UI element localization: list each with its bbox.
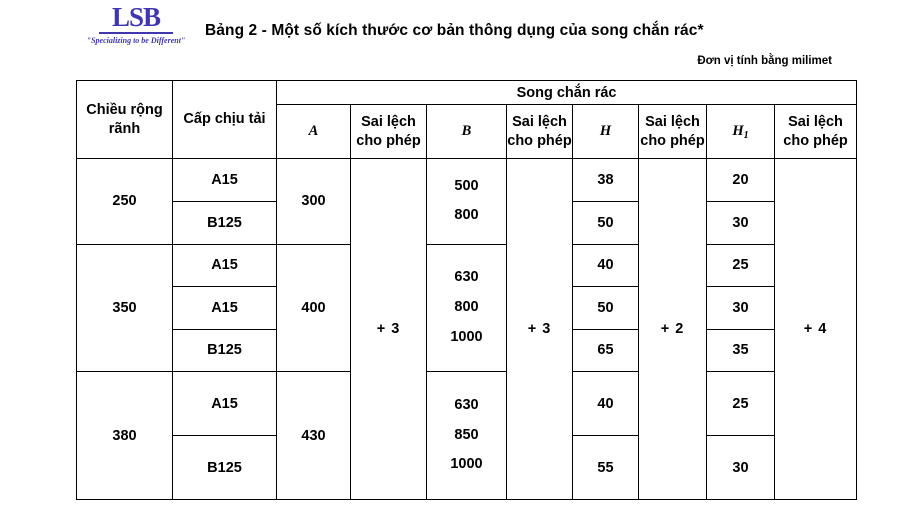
header-dim-h1 [707, 105, 775, 159]
cell-h1-g1-r2: 30 [707, 201, 775, 244]
header-dim-h1-subscript: 1 [743, 130, 749, 142]
header-tolerance-a: Sai lệch cho phép [351, 105, 427, 159]
header-tolerance-h1: Sai lệch cho phép [775, 105, 857, 159]
cell-h-g2-r1: 40 [573, 244, 639, 287]
header-tolerance-h: Sai lệch cho phép [639, 105, 707, 159]
cell-h-g2-r2: 50 [573, 287, 639, 330]
cell-load-class-g1-r2: B125 [173, 201, 277, 244]
header-tolerance-b: Sai lệch cho phép [507, 105, 573, 159]
logo-tagline: "Specializing to be Different" [86, 36, 186, 45]
cell-load-class-g3-r1: A15 [173, 372, 277, 436]
cell-h1-g3-r1: 25 [707, 372, 775, 436]
cell-h-g1-r2: 50 [573, 201, 639, 244]
unit-note: Đơn vị tính bằng milimet [697, 55, 832, 67]
cell-a-g3: 430 [277, 372, 351, 500]
cell-a-g1: 300 [277, 159, 351, 245]
table-header-row-top [77, 81, 857, 105]
cell-groove-width-g2: 350 [77, 244, 173, 372]
cell-h-g1-r1: 38 [573, 159, 639, 202]
cell-h-g2-r3: 65 [573, 329, 639, 372]
cell-load-class-g3-r2: B125 [173, 436, 277, 500]
dimensions-table-container [76, 80, 856, 500]
cell-h-g3-r1: 40 [573, 372, 639, 436]
cell-load-class-g2-r2: A15 [173, 287, 277, 330]
cell-h1-g2-r1: 25 [707, 244, 775, 287]
company-logo [56, 2, 216, 45]
cell-b-g1 [427, 159, 507, 245]
cell-groove-width-g1: 250 [77, 159, 173, 245]
cell-load-class-g2-r1: A15 [173, 244, 277, 287]
cell-tolerance-b: + 3 [507, 159, 573, 500]
cell-b-g3 [427, 372, 507, 500]
logo-wordmark: LSB [111, 2, 161, 32]
cell-h1-g1-r1: 20 [707, 159, 775, 202]
cell-h1-g3-r2: 30 [707, 436, 775, 500]
cell-b-g2-v2: 800 [454, 299, 479, 316]
header-dim-a: A [277, 105, 351, 159]
header-group-trash-rack: Song chắn rác [277, 81, 857, 105]
header-dim-b: B [427, 105, 507, 159]
logo-underline-rule [99, 32, 173, 34]
table-row [77, 159, 857, 202]
dimensions-table [76, 80, 857, 500]
cell-tolerance-a: + 3 [351, 159, 427, 500]
cell-load-class-g2-r3: B125 [173, 329, 277, 372]
cell-b-g1-v2: 800 [454, 207, 479, 224]
cell-h1-g2-r3: 35 [707, 329, 775, 372]
cell-b-g2-v1: 630 [454, 269, 479, 286]
cell-b-g3-v3: 1000 [450, 456, 483, 473]
cell-h-g3-r2: 55 [573, 436, 639, 500]
cell-b-g3-v2: 850 [454, 426, 479, 443]
document-header [0, 0, 912, 72]
header-dim-h: H [573, 105, 639, 159]
table-row [77, 244, 857, 287]
cell-b-g1-v1: 500 [454, 177, 479, 194]
cell-a-g2: 400 [277, 244, 351, 372]
cell-load-class-g1-r1: A15 [173, 159, 277, 202]
cell-b-g2-v3: 1000 [450, 328, 483, 345]
cell-tolerance-h1: + 4 [775, 159, 857, 500]
header-dim-h1-letter: H [732, 123, 744, 140]
cell-groove-width-g3: 380 [77, 372, 173, 500]
cell-h1-g2-r2: 30 [707, 287, 775, 330]
page-title: Bảng 2 - Một số kích thước cơ bản thông dụng của song chắn rác* [205, 22, 704, 39]
header-load-class: Cấp chịu tải [173, 81, 277, 159]
cell-b-g3-v1: 630 [454, 397, 479, 414]
cell-tolerance-h: + 2 [639, 159, 707, 500]
header-groove-width: Chiều rộng rãnh [77, 81, 173, 159]
table-row [77, 372, 857, 436]
cell-b-g2 [427, 244, 507, 372]
